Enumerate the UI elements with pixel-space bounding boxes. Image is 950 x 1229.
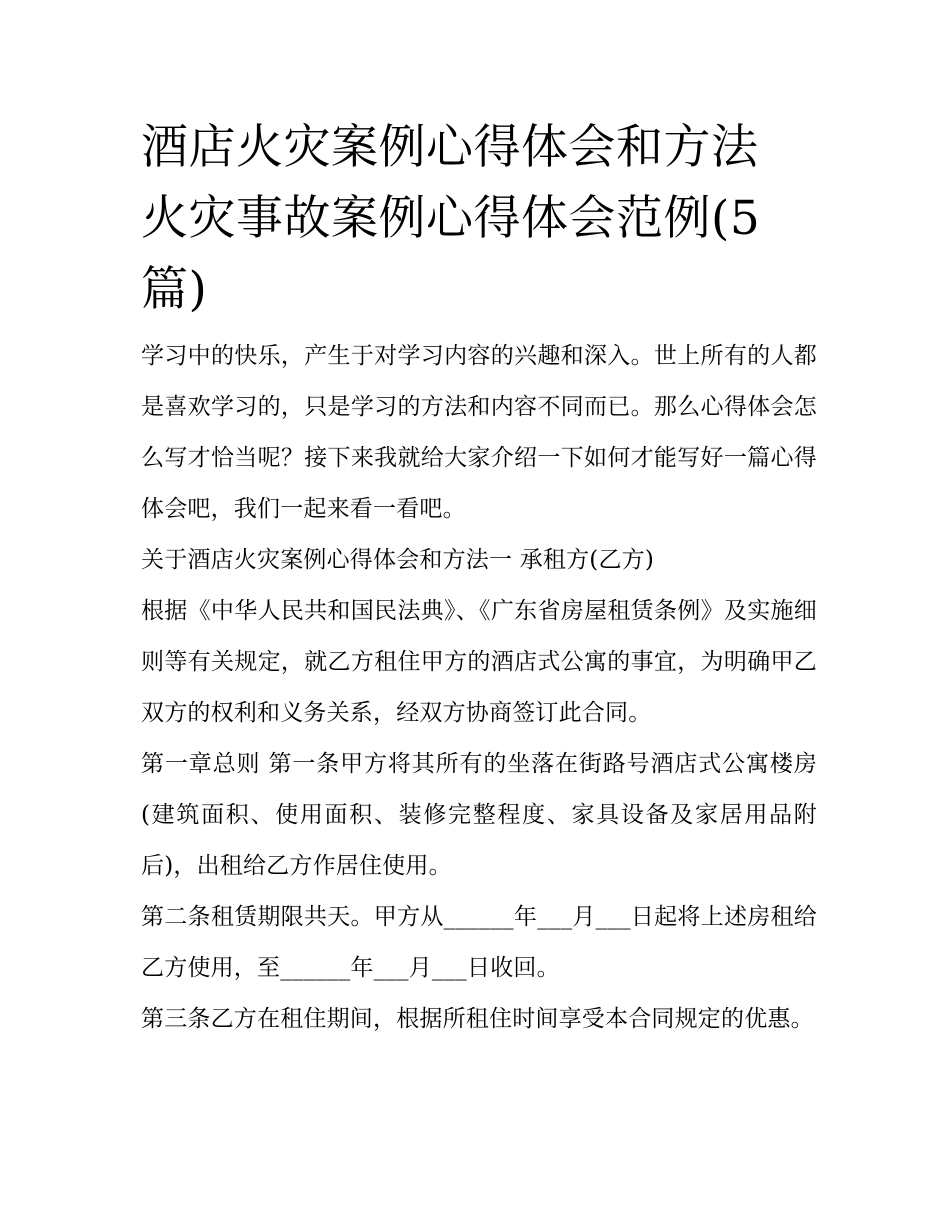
body-paragraph: 第一章总则 第一条甲方将其所有的坐落在街路号酒店式公寓楼房(建筑面积、使用面积、装修完整程度、家具设备及家居用品附后)，出租给乙方作居住使用。 [141,751,817,879]
body-paragraph: 第三条乙方在租住期间，根据所租住时间享受本合同规定的优惠。 [141,1006,814,1032]
body-paragraph: 根据《中华人民共和国民法典》、《广东省房屋租赁条例》及实施细则等有关规定，就乙方租住甲方的酒店式公寓的事宜，为明确甲乙双方的权利和义务关系，经双方协商签订此合同。 [141,598,817,726]
title-line: 酒店火灾案例心得体会和方法 [141,120,759,175]
body-paragraph: 第二条租赁期限共天。甲方从______年___月___日起将上述房租给乙方使用，至______年___月___日收回。 [141,904,817,981]
document-page [141,112,817,1045]
document-title [141,112,817,325]
title-line: 篇) [141,262,208,317]
title-line: 火灾事故案例心得体会范例(5 [141,191,761,246]
section-heading: 关于酒店火灾案例心得体会和方法一 承租方(乙方) [141,547,655,573]
intro-paragraph: 学习中的快乐，产生于对学习内容的兴趣和深入。世上所有的人都是喜欢学习的，只是学习的方法和内容不同而已。那么心得体会怎么写才恰当呢？接下来我就给大家介绍一下如何才能写好一篇心得体会吧，我们一起来看一看吧。 [141,343,817,522]
